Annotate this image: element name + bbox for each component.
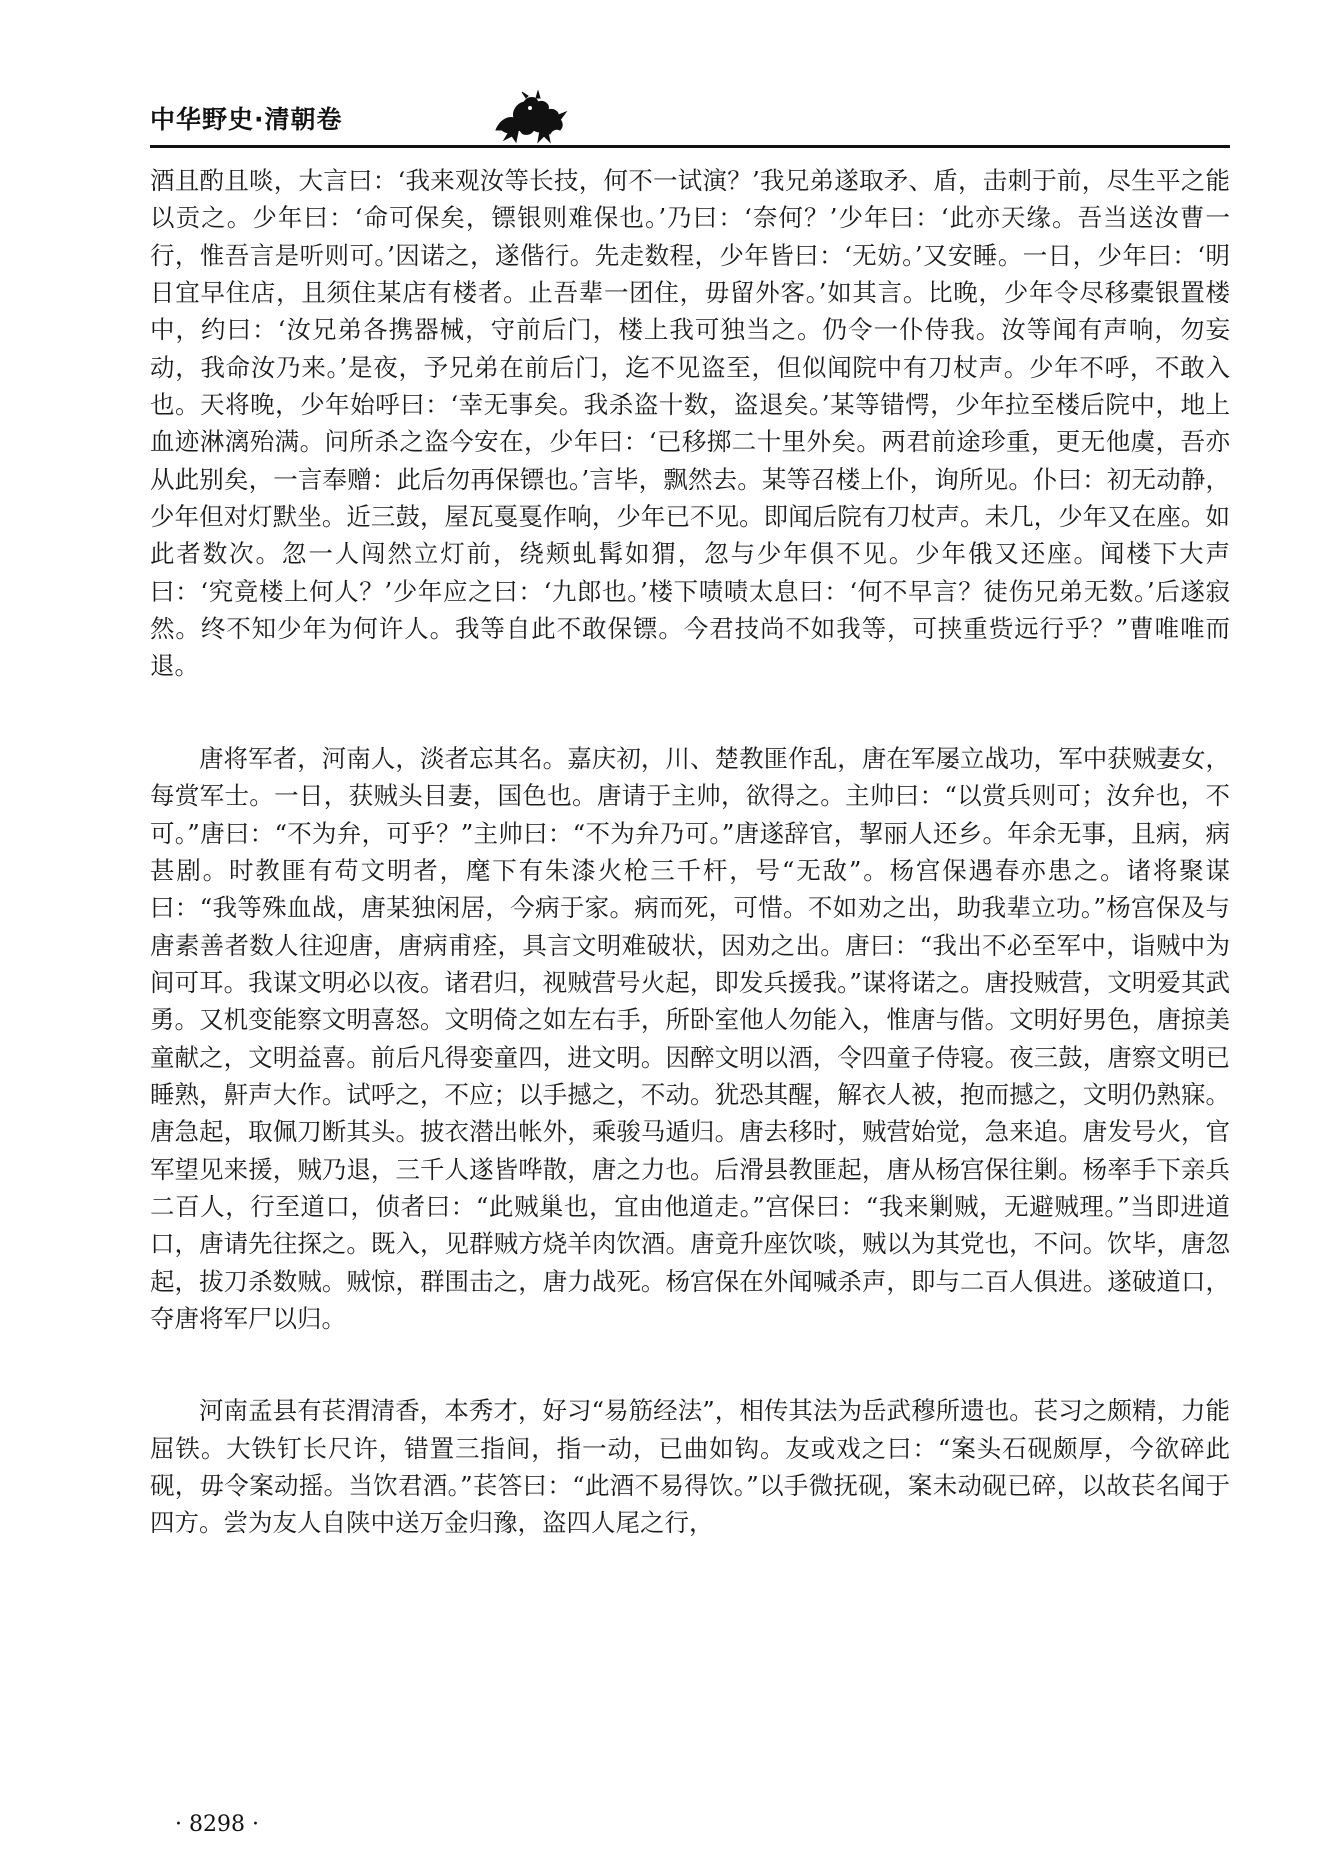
paragraph-3: 河南孟县有苌渭清香，本秀才，好习“易筋经法”，相传其法为岳武穆所遗也。苌习之颇精，力能屈铁。大铁钉长尺许，错置三指间，指一动，已曲如钩。友或戏之曰：“案头石砚颇厚，今欲碎此砚，毋令案动摇。当饮君酒。”苌答曰：“此酒不易得饮。”以手微抚砚，案未动砚已碎，以故苌名闻于四方。尝为友人自陕中送万金归豫，盗四人尾之行， <box>150 1396 1230 1538</box>
book-title: 中华野史·清朝卷 <box>150 105 343 134</box>
page-number: · 8298 · <box>175 1812 259 1837</box>
paragraph-2: 唐将军者，河南人，淡者忘其名。嘉庆初，川、楚教匪作乱，唐在军屡立战功，军中获贼妻女，每赏军士。一日，获贼头目妻，国色也。唐请于主帅，欲得之。主帅曰：“以赏兵则可；汝弁也，不可。”唐曰：“不为弁，可乎？”主帅曰：“不为弁乃可。”唐遂辞官，挈丽人还乡。年余无事，且病，病甚剧。时教匪有苟文明者，麾下有朱漆火枪三千杆，号“无敌”。杨宫保遇春亦患之。诸将聚谋曰：“我等殊血战，唐某独闲居，今病于家。病而死，可惜。不如劝之出，助我辈立功。”杨宫保及与唐素善者数人往迎唐，唐病甫痊，具言文明难破状，因劝之出。唐曰：“我出不必至军中，诣贼中为间可耳。我谋文明必以夜。诸君归，视贼营号火起，即发兵援我。”谋将诺之。唐投贼营，文明爱其武勇。又机变能察文明喜怒。文明倚之如左右手，所卧室他人勿能入，惟唐与偕。文明好男色，唐掠美童献之，文明益喜。前后凡得娈童四，进文明。因醉文明以酒，令四童子侍寝。夜三鼓，唐察文明已睡熟，鼾声大作。试呼之，不应；以手撼之，不动。犹恐其醒，解衣人被，抱而撼之，文明仍熟寐。唐急起，取佩刀断其头。披衣潜出帐外，乘骏马遁归。唐去移时，贼营始觉，急来追。唐发号火，官军望见来援，贼乃退，三千人遂皆哗散，唐之力也。后滑县教匪起，唐从杨宫保往剿。杨率手下亲兵二百人，行至道口，侦者曰：“此贼巢也，宜由他道走。”宫保曰：“我来剿贼，无避贼理。”当即进道口，唐请先往探之。既入，见群贼方烧羊肉饮酒。唐竟升座饮啖，贼以为其党也，不问。饮毕，唐忽起，拔刀杀数贼。贼惊，群围击之，唐力战死。杨宫保在外闻喊杀声，即与二百人俱进。遂破道口，夺唐将军尸以归。 <box>150 743 1230 1333</box>
main-text <box>150 162 1230 1542</box>
paragraph-gap <box>150 1337 1230 1392</box>
header-rule <box>150 145 1230 148</box>
paragraph-1: 酒且酌且啖，大言曰：‘我来观汝等长技，何不一试演？’我兄弟遂取矛、盾，击刺于前，尽生平之能以贡之。少年曰：‘命可保矣，镖银则难保也。’乃曰：‘奈何？’少年曰：‘此亦天缘。吾当送汝曹一行，惟吾言是听则可。’因诺之，遂偕行。先走数程，少年皆曰：‘无妨。’又安睡。一日，少年曰：‘明日宜早住店，且须住某店有楼者。止吾辈一团住，毋留外客。’如其言。比晚，少年令尽移橐银置楼中，约曰：‘汝兄弟各携器械，守前后门，楼上我可独当之。仍令一仆侍我。汝等闻有声响，勿妄动，我命汝乃来。’是夜，予兄弟在前后门，迄不见盗至，但似闻院中有刀杖声。少年不呼，不敢入也。天将晚，少年始呼曰：‘幸无事矣。我杀盗十数，盗退矣。’某等错愕，少年拉至楼后院中，地上血迹淋漓殆满。问所杀之盗今安在，少年曰：‘已移掷二十里外矣。两君前途珍重，更无他虞，吾亦从此别矣，一言奉赠：此后勿再保镖也。’言毕，飘然去。某等召楼上仆，询所见。仆曰：初无动静，少年但对灯默坐。近三鼓，屋瓦戛戛作响，少年已不见。即闻后院有刀杖声。未几，少年又在座。如此者数次。忽一人闯然立灯前，绕颊虬髯如猬，忽与少年俱不见。少年俄又还座。闻楼下大声曰：‘究竟楼上何人？’少年应之曰：‘九郎也。’楼下啧啧太息曰：‘何不早言？徒伤兄弟无数。’后遂寂然。终不知少年为何许人。我等自此不敢保镖。今君技尚不如我等，可挟重赀远行乎？”曹唯唯而退。 <box>150 166 1230 681</box>
dragon-emblem-icon <box>490 90 568 146</box>
paragraph-gap <box>150 685 1230 740</box>
running-header <box>150 90 1230 150</box>
